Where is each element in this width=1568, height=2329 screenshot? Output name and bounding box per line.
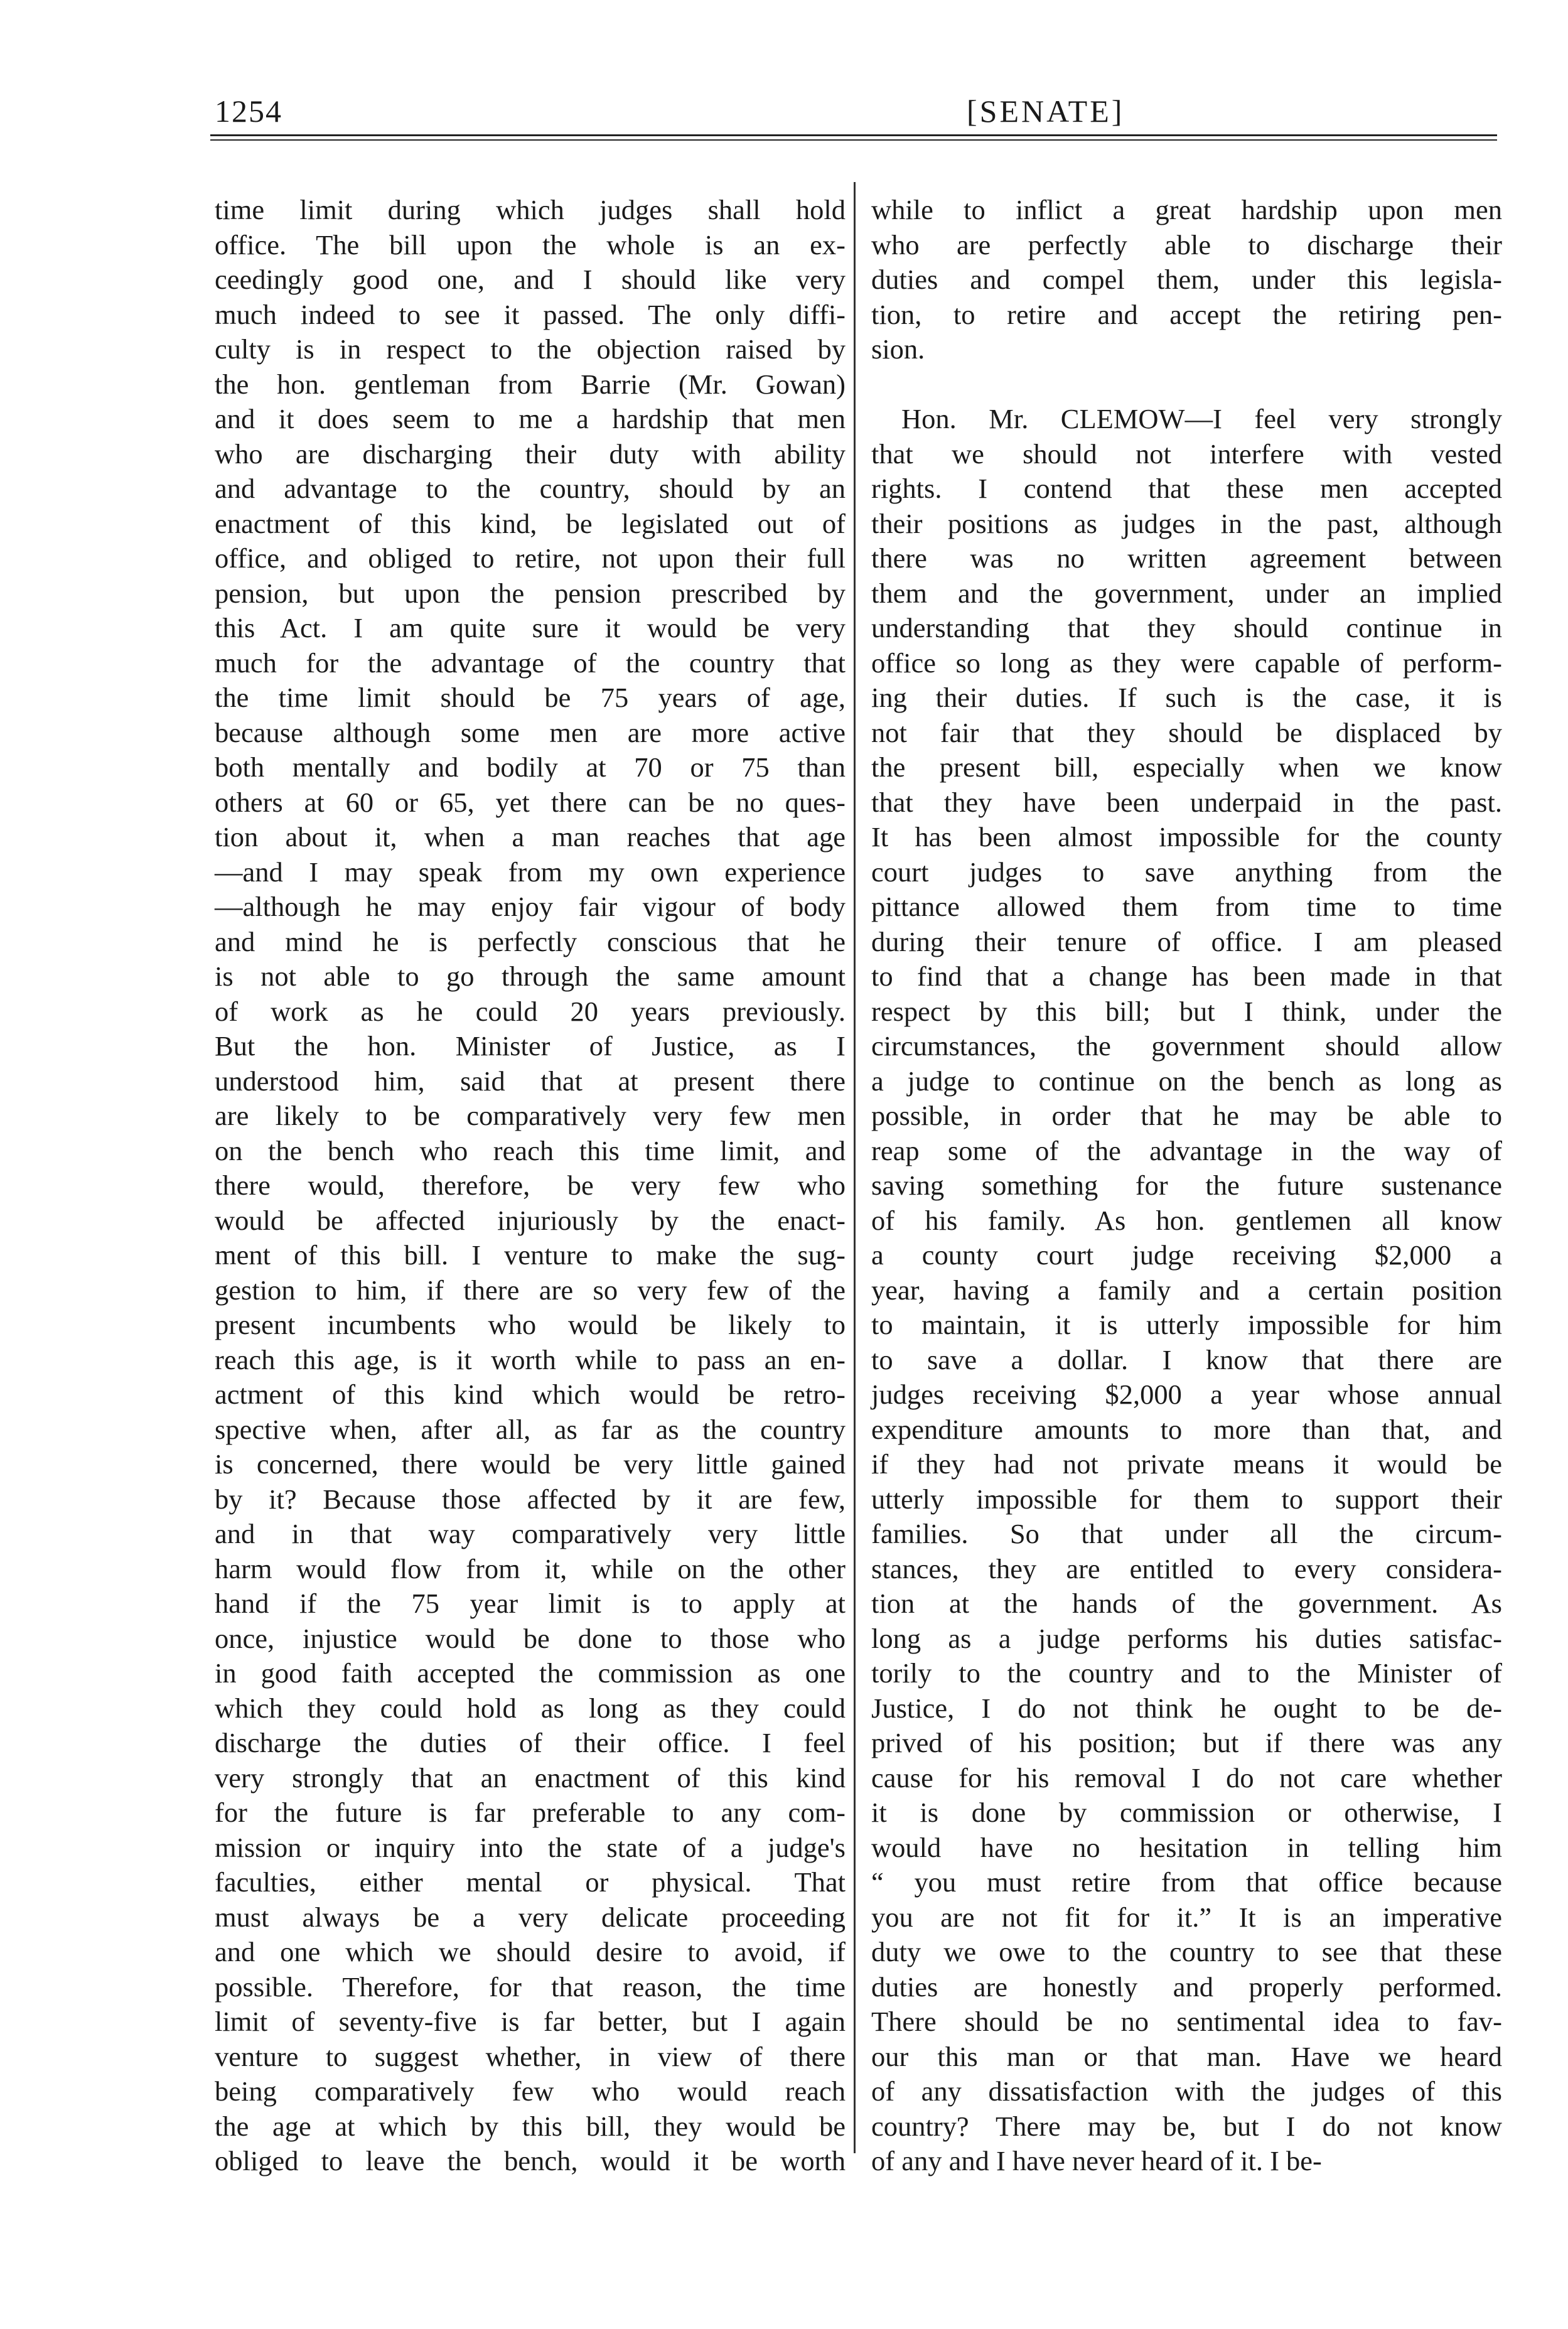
right-column <box>871 193 1502 2179</box>
text-line: families. So that under all the circum- <box>871 1518 1502 1549</box>
text-line: on the bench who reach this time limit, and <box>215 1134 846 1166</box>
text-line: saving something for the future sustenance <box>871 1170 1502 1201</box>
text-line: if they had not private means it would be <box>871 1448 1502 1480</box>
text-line: There should be no sentimental idea to fav- <box>871 2006 1502 2037</box>
text-line: and mind he is perfectly conscious that he <box>215 925 846 957</box>
text-line: and advantage to the country, should by an <box>215 473 846 504</box>
text-line: pittance allowed them from time to time <box>871 891 1502 922</box>
text-line: sion. <box>871 333 925 365</box>
text-line: both mentally and bodily at 70 or 75 than <box>215 751 846 783</box>
text-line: the present bill, especially when we know <box>871 751 1502 783</box>
text-line: respect by this bill; but I think, under the <box>871 995 1502 1027</box>
text-line: by it? Because those affected by it are few, <box>215 1483 846 1515</box>
text-line: It has been almost impossible for the county <box>871 821 1502 853</box>
text-line: time limit during which judges shall hold <box>215 194 846 225</box>
text-line: office so long as they were capable of perform- <box>871 647 1502 679</box>
text-line: it is done by commission or otherwise, I <box>871 1797 1502 1828</box>
text-line: duty we owe to the country to see that these <box>871 1936 1502 1967</box>
text-line: venture to suggest whether, in view of there <box>215 2040 846 2072</box>
text-line: enactment of this kind, be legislated out of <box>215 507 846 539</box>
text-line: ceedingly good one, and I should like very <box>215 264 846 295</box>
text-line: their positions as judges in the past, although <box>871 507 1502 539</box>
text-line: duties and compel them, under this legisla- <box>871 264 1502 295</box>
text-line: are likely to be comparatively very few men <box>215 1100 846 1131</box>
text-line: once, injustice would be done to those who <box>215 1622 846 1654</box>
text-line: much indeed to see it passed. The only diffi- <box>215 298 846 330</box>
text-line: reap some of the advantage in the way of <box>871 1134 1502 1166</box>
text-line: not fair that they should be displaced by <box>871 716 1502 748</box>
text-line: who are perfectly able to discharge their <box>871 229 1502 261</box>
text-line: being comparatively few who would reach <box>215 2075 846 2107</box>
header-rule <box>210 134 1497 136</box>
text-line: of any dissatisfaction with the judges of this <box>871 2075 1502 2107</box>
header-rule-double <box>210 139 1497 141</box>
text-line: Justice, I do not think he ought to be de- <box>871 1692 1502 1724</box>
text-line: that we should not interfere with vested <box>871 438 1502 470</box>
text-line: circumstances, the government should allow <box>871 1030 1502 1062</box>
text-line: culty is in respect to the objection raised by <box>215 333 846 365</box>
paragraph-gap <box>871 367 1502 402</box>
text-line: during their tenure of office. I am pleased <box>871 925 1502 957</box>
text-line: prived of his position; but if there was any <box>871 1727 1502 1758</box>
text-line: the time limit should be 75 years of age, <box>215 682 846 713</box>
text-line: cause for his removal I do not care whether <box>871 1762 1502 1794</box>
text-line: to save a dollar. I know that there are <box>871 1343 1502 1375</box>
text-line: tion, to retire and accept the retiring pen- <box>871 298 1502 330</box>
text-line: who are discharging their duty with ability <box>215 438 846 470</box>
text-line: obliged to leave the bench, would it be worth <box>215 2145 846 2176</box>
text-line: office. The bill upon the whole is an ex- <box>215 229 846 261</box>
text-line: present incumbents who would be likely to <box>215 1309 846 1340</box>
text-line: stances, they are entitled to every considera- <box>871 1552 1502 1584</box>
text-line: this Act. I am quite sure it would be very <box>215 612 846 643</box>
text-line: of any and I have never heard of it. I be- <box>871 2145 1322 2176</box>
text-line: a county court judge receiving $2,000 a <box>871 1239 1502 1271</box>
text-line: understood him, said that at present there <box>215 1065 846 1097</box>
text-line: utterly impossible for them to support their <box>871 1483 1502 1515</box>
text-line: country? There may be, but I do not know <box>871 2110 1502 2142</box>
text-line: judges receiving $2,000 a year whose annual <box>871 1379 1502 1410</box>
column-divider <box>854 182 856 2153</box>
text-line: tion about it, when a man reaches that age <box>215 821 846 853</box>
text-line: which they could hold as long as they could <box>215 1692 846 1724</box>
text-line: ment of this bill. I venture to make the sug- <box>215 1239 846 1271</box>
text-line: and it does seem to me a hardship that men <box>215 403 846 434</box>
text-line: others at 60 or 65, yet there can be no ques- <box>215 786 846 818</box>
left-column <box>215 193 846 2179</box>
text-line: possible, in order that he may be able to <box>871 1100 1502 1131</box>
text-line: would be affected injuriously by the enact- <box>215 1204 846 1236</box>
text-line: our this man or that man. Have we heard <box>871 2040 1502 2072</box>
text-line: because although some men are more active <box>215 716 846 748</box>
text-line: of his family. As hon. gentlemen all know <box>871 1204 1502 1236</box>
text-line: of work as he could 20 years previously. <box>215 995 846 1027</box>
text-line: ing their duties. If such is the case, it is <box>871 682 1502 713</box>
text-line: much for the advantage of the country that <box>215 647 846 679</box>
text-line: mission or inquiry into the state of a judge's <box>215 1831 846 1863</box>
text-line: Hon. Mr. CLEMOW—I feel very strongly <box>901 403 1502 434</box>
text-line: actment of this kind which would be retro- <box>215 1379 846 1410</box>
text-line: must always be a very delicate proceeding <box>215 1901 846 1933</box>
text-line: duties are honestly and properly performed. <box>871 1971 1502 2003</box>
text-line: that they have been underpaid in the past. <box>871 786 1502 818</box>
text-line: harm would flow from it, while on the other <box>215 1552 846 1584</box>
text-line: torily to the country and to the Minister of <box>871 1657 1502 1689</box>
text-line: —although he may enjoy fair vigour of body <box>215 891 846 922</box>
text-line: faculties, either mental or physical. That <box>215 1866 846 1898</box>
text-line: the hon. gentleman from Barrie (Mr. Gowan) <box>215 368 846 400</box>
right-paragraph-continuation <box>871 193 1502 367</box>
text-line: possible. Therefore, for that reason, the time <box>215 1971 846 2003</box>
text-line: to find that a change has been made in that <box>871 960 1502 992</box>
text-line: in good faith accepted the commission as one <box>215 1657 846 1689</box>
text-line: understanding that they should continue in <box>871 612 1502 643</box>
text-line: the age at which by this bill, they would be <box>215 2110 846 2142</box>
text-line: while to inflict a great hardship upon men <box>871 194 1502 225</box>
right-paragraph-clemow <box>871 402 1502 2179</box>
text-line: reach this age, is it worth while to pass an en- <box>215 1343 846 1375</box>
text-line: hand if the 75 year limit is to apply at <box>215 1588 846 1619</box>
text-line: “ you must retire from that office because <box>871 1866 1502 1898</box>
text-line: expenditure amounts to more than that, and <box>871 1413 1502 1445</box>
text-line: them and the government, under an implied <box>871 577 1502 609</box>
text-line: tion at the hands of the government. As <box>871 1588 1502 1619</box>
text-line: long as a judge performs his duties satisfac- <box>871 1622 1502 1654</box>
running-head: [SENATE] <box>967 94 1125 129</box>
text-line: and in that way comparatively very little <box>215 1518 846 1549</box>
text-line: rights. I contend that these men accepted <box>871 473 1502 504</box>
text-line: very strongly that an enactment of this kind <box>215 1762 846 1794</box>
text-line: court judges to save anything from the <box>871 856 1502 888</box>
text-line: limit of seventy-five is far better, but I again <box>215 2006 846 2037</box>
text-line: is not able to go through the same amount <box>215 960 846 992</box>
text-line: year, having a family and a certain position <box>871 1274 1502 1306</box>
text-line: discharge the duties of their office. I feel <box>215 1727 846 1758</box>
text-line: is concerned, there would be very little gained <box>215 1448 846 1480</box>
text-line: and one which we should desire to avoid, if <box>215 1936 846 1967</box>
text-line: —and I may speak from my own experience <box>215 856 846 888</box>
text-line: there would, therefore, be very few who <box>215 1170 846 1201</box>
text-line: a judge to continue on the bench as long as <box>871 1065 1502 1097</box>
text-line: But the hon. Minister of Justice, as I <box>215 1030 846 1062</box>
text-line: for the future is far preferable to any com- <box>215 1797 846 1828</box>
text-line: to maintain, it is utterly impossible for him <box>871 1309 1502 1340</box>
text-line: would have no hesitation in telling him <box>871 1831 1502 1863</box>
text-line: gestion to him, if there are so very few of the <box>215 1274 846 1306</box>
text-line: office, and obliged to retire, not upon their full <box>215 542 846 574</box>
text-line: pension, but upon the pension prescribed by <box>215 577 846 609</box>
page-number: 1254 <box>215 94 282 129</box>
text-line: spective when, after all, as far as the country <box>215 1413 846 1445</box>
text-line: there was no written agreement between <box>871 542 1502 574</box>
text-line: you are not fit for it.” It is an imperative <box>871 1901 1502 1933</box>
